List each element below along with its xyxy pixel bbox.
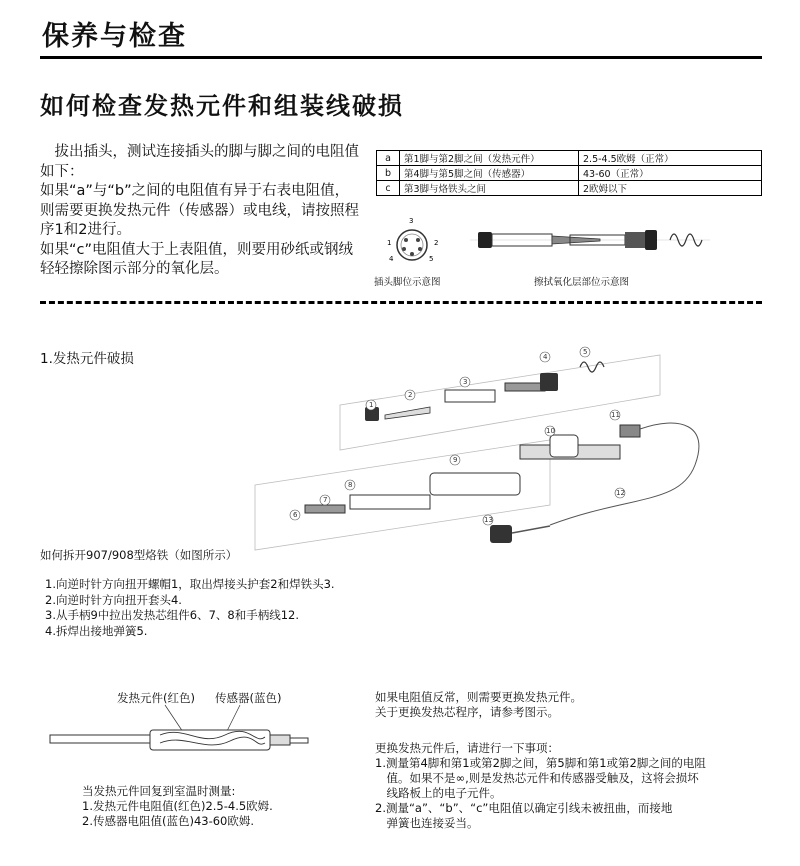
header-rule [40,56,762,59]
sensor-label: 传感器(蓝色) [215,691,282,705]
room-temp-line: 1.发热元件电阻值(红色)2.5-4.5欧姆. [82,799,273,813]
row-value: 2欧姆以下 [579,181,762,196]
part-number: 12 [616,489,625,497]
oxide-caption: 擦拭氧化层部位示意图 [534,277,630,288]
intro-paragraph-3: 如果“c”电阻值大于上表阻值，则要用砂纸或钢绒轻轻擦除图示部分的氧化层。 [40,241,353,277]
after-replace-line: 值。如果不是∞,则是发热芯元件和传感器受触及，这将会损坏 [375,771,699,785]
pin-label: 5 [429,255,434,263]
oxide-area-diagram [470,222,710,262]
part-number: 5 [583,348,588,356]
row-key: b [377,166,400,181]
part-number: 10 [546,427,555,435]
step-item: 1.向逆时针方向扭开螺帽1，取出焊接头护套2和焊铁头3. [45,577,335,591]
pin-label: 2 [434,239,439,247]
disassembly-title: 如何拆开907/908型烙铁（如图所示） [40,548,238,562]
part-number: 11 [611,411,620,419]
subsection-title: 1.发热元件破损 [40,351,134,367]
replace-note [375,690,582,720]
intro-text [40,143,362,280]
after-replace-line: 线路板上的电子元件。 [375,786,502,800]
part-number: 9 [453,456,458,464]
table-row [377,181,762,196]
after-replace-line: 2.测量“a”、“b”、“c”电阻值以确定引线未被扭曲，而接地 [375,801,673,815]
plug-caption: 插头脚位示意图 [374,277,441,288]
part-number: 4 [543,353,548,361]
disassembly-steps [45,577,335,639]
after-replace-block [375,741,706,831]
row-desc: 第1脚与第2脚之间（发热元件） [400,151,579,166]
main-title: 如何检查发热元件和组装线破损 [40,92,404,120]
row-key: c [377,181,400,196]
step-item: 3.从手柄9中拉出发热芯组件6、7、8和手柄线12. [45,608,300,622]
part-number: 6 [293,511,298,519]
part-number: 13 [484,516,493,524]
replace-note-line: 如果电阻值反常，则需要更换发热元件。 [375,690,582,704]
heater-sensor-diagram [50,705,310,760]
plug-pin-diagram [382,215,442,270]
section-divider [40,301,762,304]
intro-paragraph-2: 如果“a”与“b”之间的电阻值有异于右表电阻值，则需要更换发热元件（传感器）或电线，请按照程序1和2进行。 [40,183,359,238]
section-title: 保养与检查 [42,21,187,52]
part-number: 2 [408,391,413,399]
heater-label: 发热元件(红色) [117,691,195,705]
after-replace-title: 更换发热元件后，请进行一下事项： [375,741,559,755]
row-desc: 第3脚与烙铁头之间 [400,181,579,196]
row-desc: 第4脚与第5脚之间（传感器） [400,166,579,181]
exploded-view-diagram [250,345,710,555]
pin-label: 1 [387,239,392,247]
part-number: 1 [369,401,374,409]
resistance-table [376,150,762,196]
intro-paragraph-1: 拔出插头，测试连接插头的脚与脚之间的电阻值如下： [40,144,359,180]
room-temp-line: 当发热元件回复到室温时测量: [82,784,236,798]
after-replace-line: 弹簧也连接妥当。 [375,816,479,830]
replace-note-line: 关于更换发热芯程序，请参考图示。 [375,705,559,719]
pin-label: 3 [409,217,414,225]
step-item: 2.向逆时针方向扭开套头4. [45,592,182,607]
step-item: 4.拆焊出接地弹簧5. [45,623,148,638]
room-temp-block [82,784,273,829]
part-number: 8 [348,481,353,489]
row-value: 43-60（正常） [579,166,762,181]
row-value: 2.5-4.5欧姆（正常） [579,151,762,166]
part-number: 7 [323,496,328,504]
room-temp-line: 2.传感器电阻值(蓝色)43-60欧姆. [82,814,255,828]
after-replace-line: 1.测量第4脚和第1或第2脚之间，第5脚和第1或第2脚之间的电阻 [375,756,706,770]
row-key: a [377,151,400,166]
table-row [377,166,762,181]
table-row [377,151,762,166]
pin-label: 4 [389,255,394,263]
part-number: 3 [463,378,468,386]
